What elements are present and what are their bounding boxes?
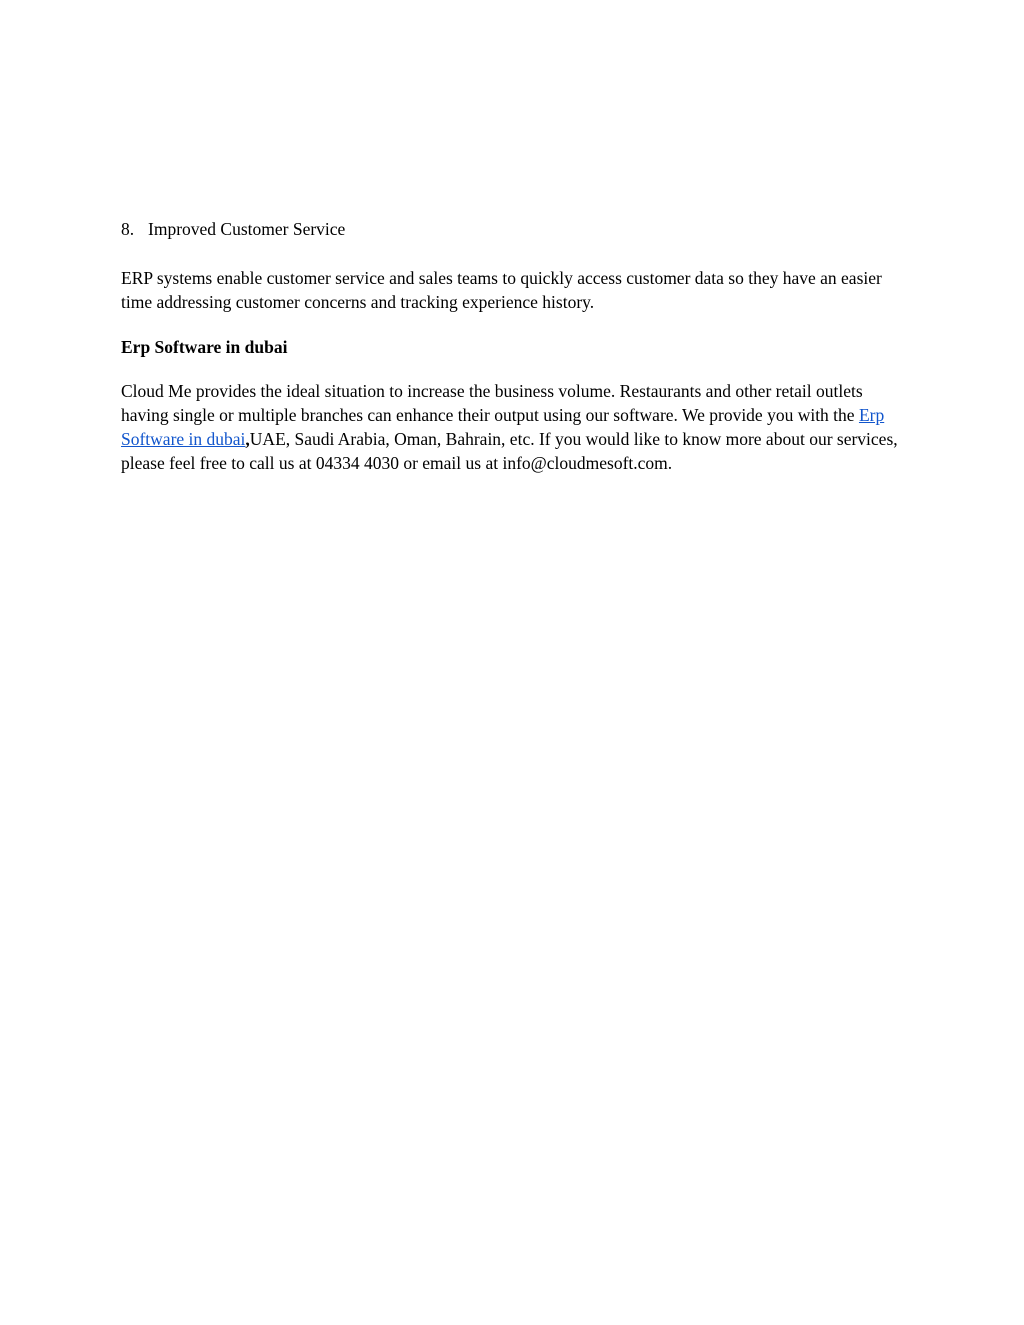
paragraph-erp-systems: ERP systems enable customer service and sales teams to quickly access customer data so they have an easier time addressing customer concerns and tracking experience history. bbox=[121, 268, 882, 312]
paragraph-cloud-me-intro: Cloud Me provides the ideal situation to increase the business volume. Restaurants and other retail outlets having single or multiple branches can enhance their output using our software. We provide you with the bbox=[121, 381, 863, 425]
paragraph-cloud-me bbox=[121, 379, 911, 475]
erp-software-link[interactable]: Erp Software in dubai bbox=[121, 405, 885, 449]
list-item bbox=[121, 217, 901, 241]
list-item-text: Improved Customer Service bbox=[148, 219, 346, 239]
paragraph-cloud-me-rest: UAE, Saudi Arabia, Oman, Bahrain, etc. If you would like to know more about our services, please feel free to call us at 04334 4030 or email us at info@cloudmesoft.com. bbox=[121, 429, 898, 473]
section-heading: Erp Software in dubai bbox=[121, 337, 288, 357]
bold-comma: , bbox=[245, 429, 250, 449]
list-item-number: 8. bbox=[121, 219, 135, 239]
